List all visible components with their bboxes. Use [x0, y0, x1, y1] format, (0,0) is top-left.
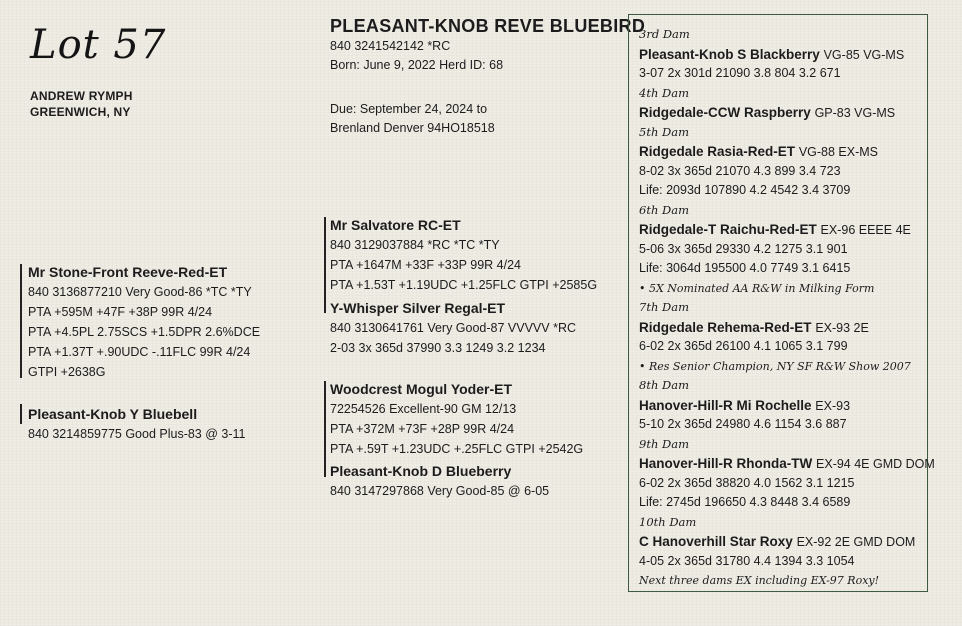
animal-header — [330, 15, 645, 75]
sires-sire-line: 840 3129037884 *RC *TC *TY — [330, 238, 500, 252]
service-sire: Brenland Denver 94HO18518 — [330, 121, 495, 135]
dam-record: 5-10 2x 365d 24980 4.6 1154 3.6 887 — [639, 417, 847, 431]
due-date: Due: September 24, 2024 to — [330, 102, 488, 116]
sire-line: PTA +1.37T +.90UDC -.11FLC 99R 4/24 — [28, 345, 251, 359]
dam-name-text: C Hanoverhill Star Roxy — [639, 534, 793, 549]
dam-name-text: Pleasant-Knob S Blackberry — [639, 46, 820, 62]
dam-name — [639, 142, 927, 162]
sires-sire-bracket — [324, 217, 326, 313]
dam-record: Life: 2093d 107890 4.2 4542 3.4 3709 — [639, 183, 851, 197]
dams-dam-block — [330, 461, 549, 501]
dam-classification: VG-85 VG-MS — [823, 47, 905, 62]
dam-name — [639, 220, 927, 240]
dam-label: 5th Dam — [639, 124, 689, 139]
due-info — [330, 100, 495, 138]
dam-record: 4-05 2x 365d 31780 4.4 1394 3.3 1054 — [639, 553, 855, 568]
dams-dam-line: 840 3147297868 Very Good-85 @ 6-05 — [330, 484, 550, 498]
dam-name — [639, 318, 927, 338]
dam-block — [28, 404, 245, 444]
dam-label: 6th Dam — [639, 202, 689, 217]
dams-sire-block — [330, 379, 583, 459]
dam-record: 6-02 2x 365d 26100 4.1 1065 3.1 799 — [639, 339, 848, 353]
sires-sire-line: PTA +1.53T +1.19UDC +1.25FLC GTPI +2585G — [330, 278, 598, 292]
sire-line: 840 3136877210 Very Good-86 *TC *TY — [28, 285, 252, 299]
dam-name-text: Ridgedale Rasia-Red-ET — [639, 144, 796, 159]
dam-label: 10th Dam — [639, 514, 697, 529]
dam-bracket — [20, 404, 22, 424]
dam-name: Pleasant-Knob Y Bluebell — [28, 406, 198, 422]
consignor-location: GREENWICH, NY — [30, 105, 131, 119]
animal-id: 840 3241542142 *RC — [330, 39, 451, 53]
dam-record: 5-06 3x 365d 29330 4.2 1275 3.1 901 — [639, 241, 848, 256]
dams-sire-bracket — [324, 381, 326, 477]
consignor — [30, 88, 133, 120]
sires-sire-block — [330, 215, 597, 295]
dams-dam-name: Pleasant-Knob D Blueberry — [330, 463, 512, 479]
consignor-name: ANDREW RYMPH — [30, 89, 133, 103]
dam-record: Life: 3064d 195500 4.0 7749 3.1 6415 — [639, 261, 851, 275]
dam-name-text: Hanover-Hill-R Rhonda-TW — [639, 456, 813, 471]
dam-record: 6-02 2x 365d 38820 4.0 1562 3.1 1215 — [639, 475, 855, 490]
dam-name-text: Hanover-Hill-R Mi Rochelle — [639, 397, 812, 413]
sire-name: Mr Stone-Front Reeve-Red-ET — [28, 264, 228, 280]
dam-history-box — [628, 14, 935, 592]
dam-name-text: Ridgedale-T Raichu-Red-ET — [639, 222, 817, 237]
dam-name-text: Ridgedale-CCW Raspberry — [639, 105, 811, 120]
dam-classification: VG-88 EX-MS — [798, 145, 878, 159]
sires-dam-name: Y-Whisper Silver Regal-ET — [330, 300, 506, 316]
animal-name: PLEASANT-KNOB REVE BLUEBIRD — [330, 16, 646, 36]
dams-sire-name: Woodcrest Mogul Yoder-ET — [330, 381, 513, 397]
dam-classification: EX-93 2E — [815, 320, 869, 335]
sire-line: PTA +595M +47F +38P 99R 4/24 — [28, 305, 213, 319]
dam-note: • 5X Nominated AA R&W in Milking Form — [639, 281, 875, 295]
dam-note: • Res Senior Champion, NY SF R&W Show 2007 — [639, 359, 911, 373]
sires-dam-block — [330, 298, 576, 358]
dam-classification: EX-94 4E GMD DOM — [816, 457, 935, 471]
sire-block — [28, 262, 260, 382]
dams-sire-line: 72254526 Excellent-90 GM 12/13 — [330, 402, 517, 416]
sire-line: PTA +4.5PL 2.75SCS +1.5DPR 2.6%DCE — [28, 325, 261, 339]
dam-note: Next three dams EX including EX-97 Roxy! — [639, 574, 880, 587]
dam-record: Life: 2745d 196650 4.3 8448 3.4 6589 — [639, 495, 851, 509]
dam-line: 840 3214859775 Good Plus-83 @ 3-11 — [28, 427, 246, 441]
dam-label: 7th Dam — [639, 300, 689, 314]
animal-born: Born: June 9, 2022 Herd ID: 68 — [330, 58, 504, 72]
dam-classification: GP-83 VG-MS — [814, 106, 896, 120]
dam-name — [639, 103, 927, 123]
dam-name — [639, 396, 927, 416]
dam-label: 3rd Dam — [639, 27, 690, 41]
dam-name — [639, 45, 927, 65]
dam-name — [639, 454, 935, 474]
dam-label: 8th Dam — [639, 378, 689, 392]
dam-name-text: Ridgedale Rehema-Red-ET — [639, 319, 812, 335]
sires-sire-line: PTA +1647M +33F +33P 99R 4/24 — [330, 258, 521, 272]
dam-label: 4th Dam — [639, 85, 689, 100]
dam-name — [639, 532, 927, 552]
dam-record: 8-02 3x 365d 21070 4.3 899 3.4 723 — [639, 163, 841, 178]
dam-label: 9th Dam — [639, 436, 689, 451]
dam-record: 3-07 2x 301d 21090 3.8 804 3.2 671 — [639, 66, 841, 80]
dams-sire-line: PTA +.59T +1.23UDC +.25FLC GTPI +2542G — [330, 442, 584, 456]
dam-classification: EX-93 — [815, 398, 851, 413]
sires-sire-name: Mr Salvatore RC-ET — [330, 217, 461, 233]
dam-classification: EX-92 2E GMD DOM — [796, 535, 916, 549]
sires-dam-line: 840 3130641761 Very Good-87 VVVVV *RC — [330, 321, 577, 335]
sire-bracket — [20, 264, 22, 378]
lot-number: Lot 57 — [30, 22, 167, 68]
sire-line: GTPI +2638G — [28, 365, 106, 379]
dams-sire-line: PTA +372M +73F +28P 99R 4/24 — [330, 422, 515, 436]
sires-dam-line: 2-03 3x 365d 37990 3.3 1249 3.2 1234 — [330, 341, 546, 355]
dam-classification: EX-96 EEEE 4E — [820, 223, 911, 237]
